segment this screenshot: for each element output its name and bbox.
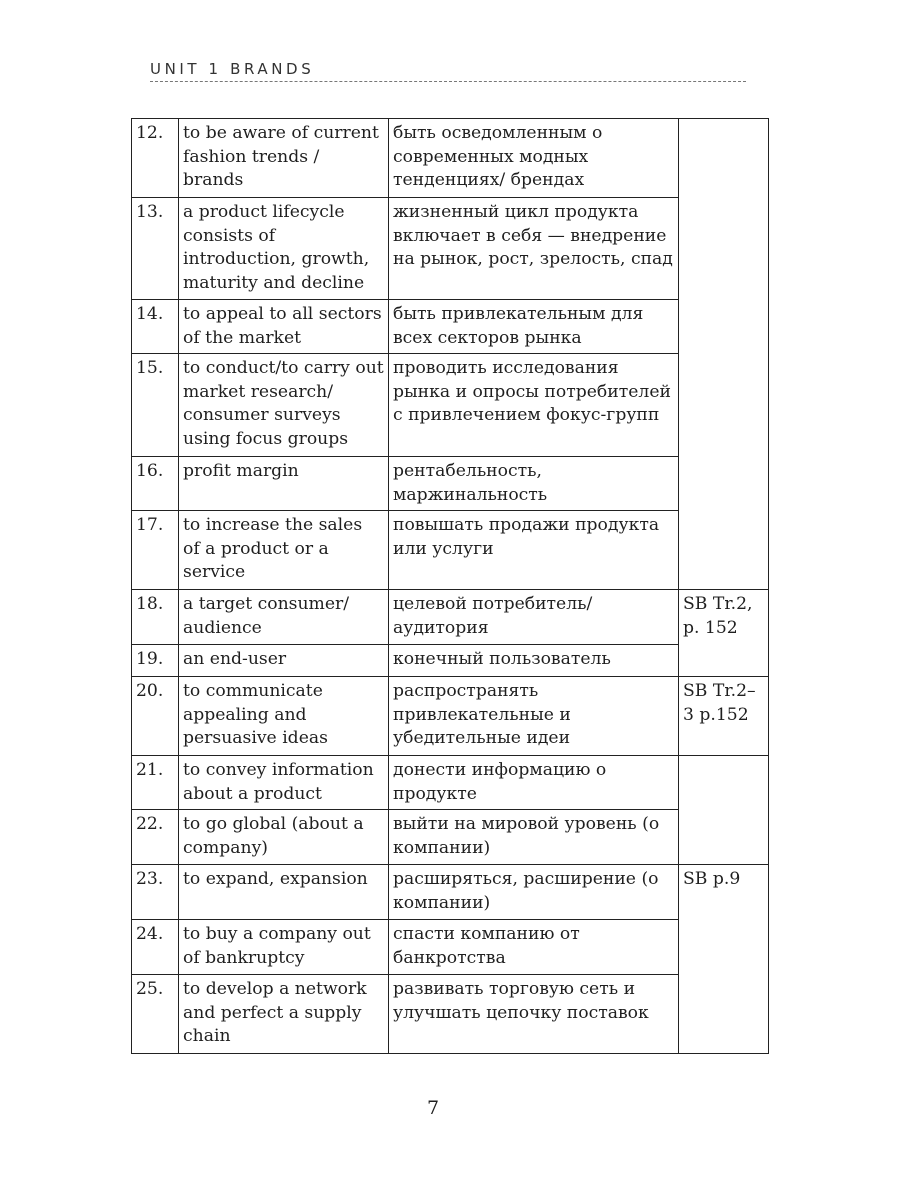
row-number: 20.: [132, 677, 179, 756]
reference-cell-empty: [679, 756, 769, 865]
english-term: to expand, expansion: [179, 865, 389, 920]
english-term: to be aware of current fashion trends / brands: [179, 119, 389, 198]
row-number: 23.: [132, 865, 179, 920]
table-row: [132, 511, 769, 590]
table-row: [132, 975, 769, 1054]
russian-translation: быть осведомленным о современных модных тенденциях/ брендах: [389, 119, 679, 198]
reference-cell: SB Tr.2, p. 152: [679, 590, 769, 677]
english-term: an end-user: [179, 645, 389, 677]
row-number: 18.: [132, 590, 179, 645]
russian-translation: развивать торговую сеть и улучшать цепочку поставок: [389, 975, 679, 1054]
english-term: to conduct/to carry out market research/ consumer surveys using focus groups: [179, 354, 389, 457]
reference-cell: SB p.9: [679, 865, 769, 1054]
russian-translation: расширяться, расширение (о компании): [389, 865, 679, 920]
row-number: 12.: [132, 119, 179, 198]
english-term: to communicate appealing and persuasive ideas: [179, 677, 389, 756]
english-term: a target consumer/ audience: [179, 590, 389, 645]
table-row: [132, 645, 769, 677]
russian-translation: повышать продажи продукта или услуги: [389, 511, 679, 590]
russian-translation: выйти на мировой уровень (о компании): [389, 810, 679, 865]
russian-translation: рентабельность, маржинальность: [389, 457, 679, 511]
english-term: to increase the sales of a product or a service: [179, 511, 389, 590]
russian-translation: донести информацию о продукте: [389, 756, 679, 810]
row-number: 19.: [132, 645, 179, 677]
table-row: [132, 354, 769, 457]
row-number: 14.: [132, 300, 179, 354]
row-number: 22.: [132, 810, 179, 865]
table-row: [132, 677, 769, 756]
table-row: [132, 590, 769, 645]
row-number: 21.: [132, 756, 179, 810]
running-header: UNIT 1 BRANDS: [150, 60, 315, 78]
table-row: [132, 300, 769, 354]
russian-translation: конечный пользователь: [389, 645, 679, 677]
english-term: to appeal to all sectors of the market: [179, 300, 389, 354]
reference-cell-empty: [679, 119, 769, 590]
row-number: 24.: [132, 920, 179, 975]
table-row: [132, 457, 769, 511]
english-term: to buy a company out of bankruptcy: [179, 920, 389, 975]
table-row: [132, 920, 769, 975]
russian-translation: целевой потребитель/ аудитория: [389, 590, 679, 645]
table-row: [132, 119, 769, 198]
english-term: profit margin: [179, 457, 389, 511]
russian-translation: спасти компанию от банкротства: [389, 920, 679, 975]
header-divider: [150, 81, 746, 82]
english-term: a product lifecycle consists of introduction, growth, maturity and decline: [179, 198, 389, 300]
table-row: [132, 756, 769, 810]
row-number: 15.: [132, 354, 179, 457]
russian-translation: быть привлекательным для всех секторов рынка: [389, 300, 679, 354]
table-row: [132, 198, 769, 300]
vocabulary-table: [131, 118, 769, 1054]
reference-cell: SB Tr.2–3 p.152: [679, 677, 769, 756]
page-number: 7: [426, 1097, 440, 1119]
row-number: 25.: [132, 975, 179, 1054]
row-number: 13.: [132, 198, 179, 300]
table-row: [132, 865, 769, 920]
russian-translation: распространять привлекательные и убедительные идеи: [389, 677, 679, 756]
table-row: [132, 810, 769, 865]
row-number: 17.: [132, 511, 179, 590]
english-term: to develop a network and perfect a supply chain: [179, 975, 389, 1054]
row-number: 16.: [132, 457, 179, 511]
english-term: to convey information about a product: [179, 756, 389, 810]
russian-translation: проводить исследования рынка и опросы потребителей с привлечением фокус-групп: [389, 354, 679, 457]
english-term: to go global (about a company): [179, 810, 389, 865]
russian-translation: жизненный цикл продукта включает в себя — внедрение на рынок, рост, зрелость, спад: [389, 198, 679, 300]
